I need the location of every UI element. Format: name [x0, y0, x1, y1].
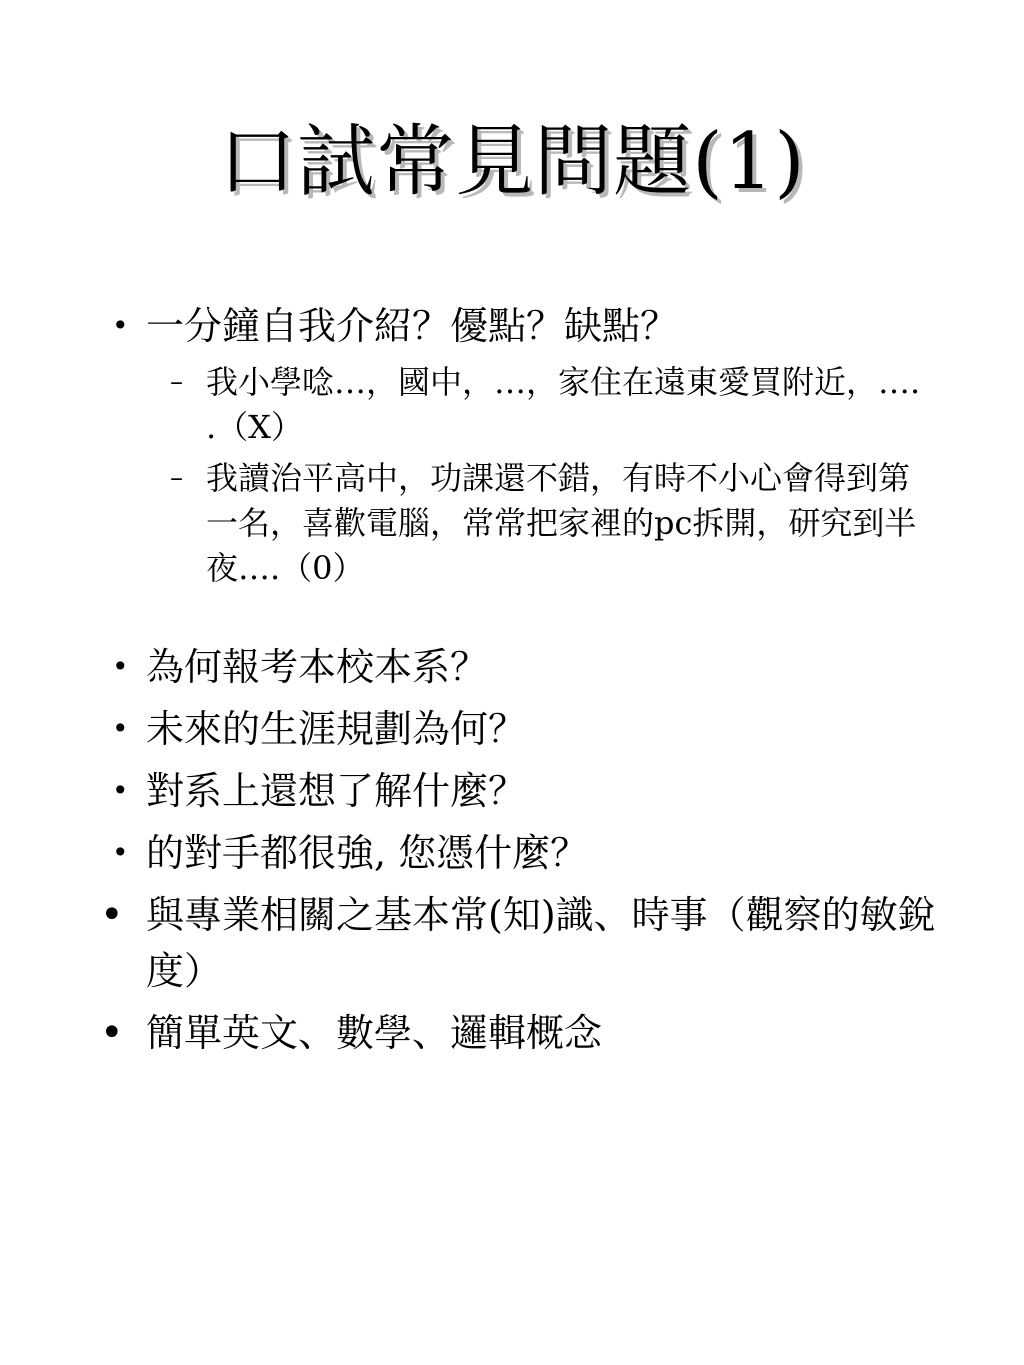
bullet-dot: •	[112, 774, 129, 807]
list-item-text: 未來的生涯規劃為何？	[146, 707, 527, 751]
sub-list-item-text: 我小學唸…，國中，…，家住在遠東愛買附近，…. .（X）	[206, 363, 921, 446]
list-item	[100, 701, 940, 757]
bullet-dash: –	[170, 367, 183, 397]
list-item-text: 簡單英文、數學、邏輯概念	[146, 1011, 603, 1055]
bullet-dot: •	[100, 1010, 124, 1056]
list-item	[100, 298, 940, 354]
bullet-dash: –	[170, 463, 183, 493]
sub-list-item	[170, 360, 940, 450]
sub-list-item	[170, 456, 940, 591]
list-item	[100, 825, 940, 881]
list-item	[100, 887, 940, 999]
list-item-text: 對系上還想了解什麼？	[146, 769, 527, 813]
bullet-dot: •	[112, 712, 129, 745]
list-item-text: 與專業相關之基本常(知)識、時事（觀察的敏銳度）	[146, 893, 936, 993]
list-item-text: 的對手都很強, 您憑什麼？	[146, 831, 589, 875]
list-item	[100, 1005, 940, 1061]
bullet-list	[100, 298, 940, 1061]
bullet-dot: •	[112, 650, 129, 683]
sub-list-item-text: 我讀治平高中，功課還不錯，有時不小心會得到第一名，喜歡電腦，常常把家裡的pc拆開，研究到半夜….（0）	[206, 459, 917, 587]
bullet-dot: •	[112, 309, 129, 342]
list-item	[100, 639, 940, 695]
list-item-text: 為何報考本校本系？	[146, 645, 489, 689]
list-item	[100, 763, 940, 819]
bullet-dot: •	[112, 836, 129, 869]
bullet-dot: •	[100, 892, 124, 938]
list-item-text: 一分鐘自我介紹？優點？缺點？	[146, 304, 679, 348]
slide-title: 口試常見問題(1)	[218, 117, 806, 207]
